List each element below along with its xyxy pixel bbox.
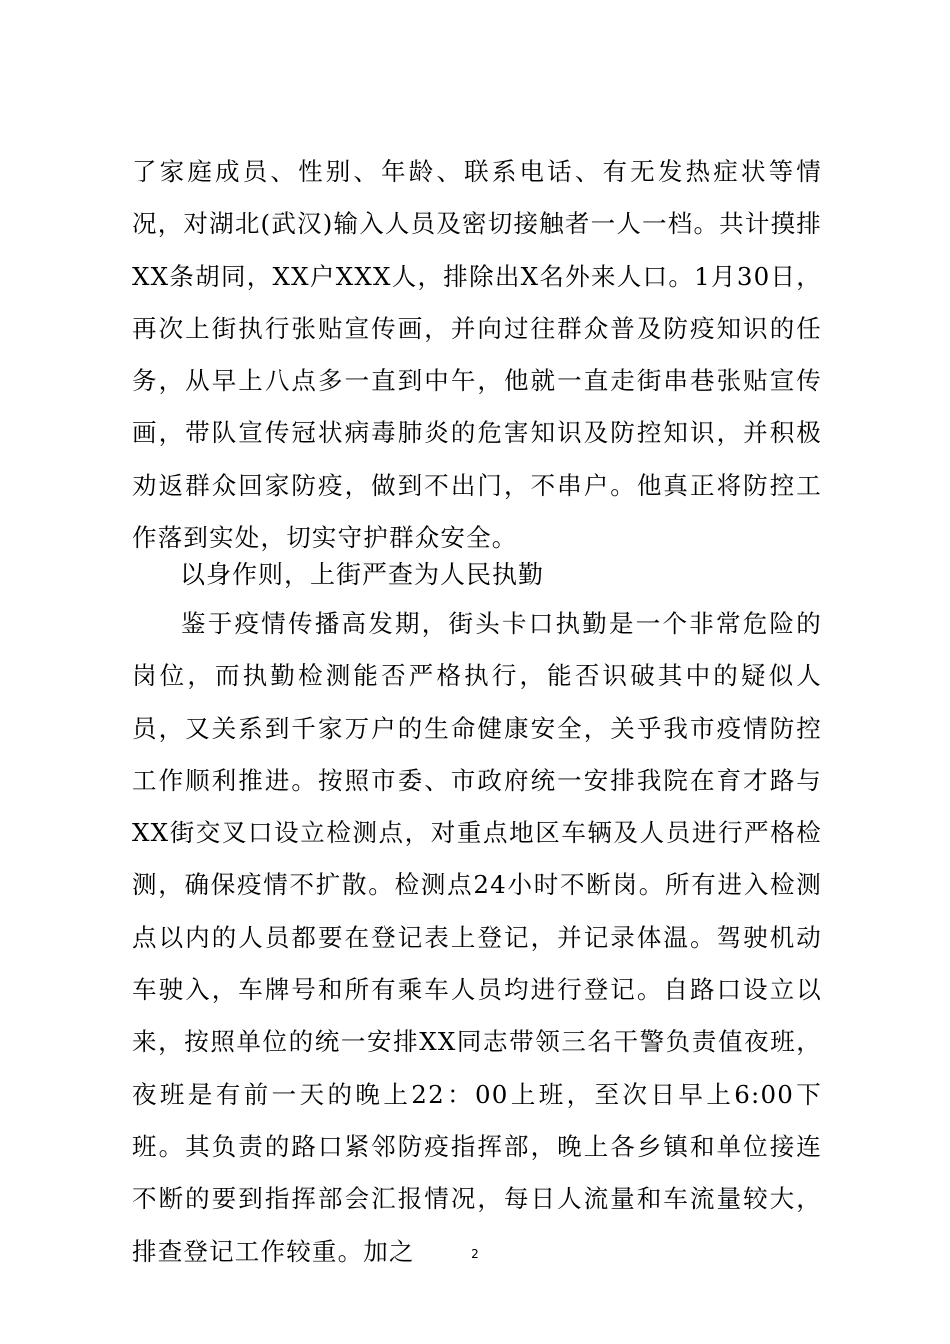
paragraph-main: 鉴于疫情传播高发期，街头卡口执勤是一个非常危险的岗位，而执勤检测能否严格执行，能否识破其中的疑似人员，又关系到千家万户的生命健康安全，关乎我市疫情防控工作顺利推进。按照市委、市政府统一安排我院在育才路与XX街交叉口设立检测点，对重点地区车辆及人员进行严格检测，确保疫情不扩散。检测点24小时不断岗。所有进入检测点以内的人员都要在登记表上登记，并记录体温。驾驶机动车驶入，车牌号和所有乘车人员均进行登记。自路口设立以来，按照单位的统一安排XX同志带领三名干警负责值夜班，夜班是有前一天的晚上22：00上班，至次日早上6:00下班。其负责的路口紧邻防疫指挥部，晚上各乡镇和单位接连不断的要到指挥部会汇报情况，每日人流量和车流量较大，排查登记工作较重。加之: [132, 609, 822, 1266]
section-heading: 以身作则，上街严查为人民执勤: [180, 560, 545, 589]
page-number: 2: [471, 1247, 479, 1261]
paragraph-continued: 了家庭成员、性别、年龄、联系电话、有无发热症状等情况，对湖北(武汉)输入人员及密切接触者一人一档。共计摸排XX条胡同，XX户XXX人，排除出X名外来人口。1月30日，再次上街执行张贴宣传画，并向过往群众普及防疫知识的任务，从早上八点多一直到中午，他就一直走街串巷张贴宣传画，带队宣传冠状病毒肺炎的危害知识及防控知识，并积极劝返群众回家防疫，做到不出门，不串户。他真正将防控工作落到实处，切实守护群众安全。: [132, 157, 822, 553]
